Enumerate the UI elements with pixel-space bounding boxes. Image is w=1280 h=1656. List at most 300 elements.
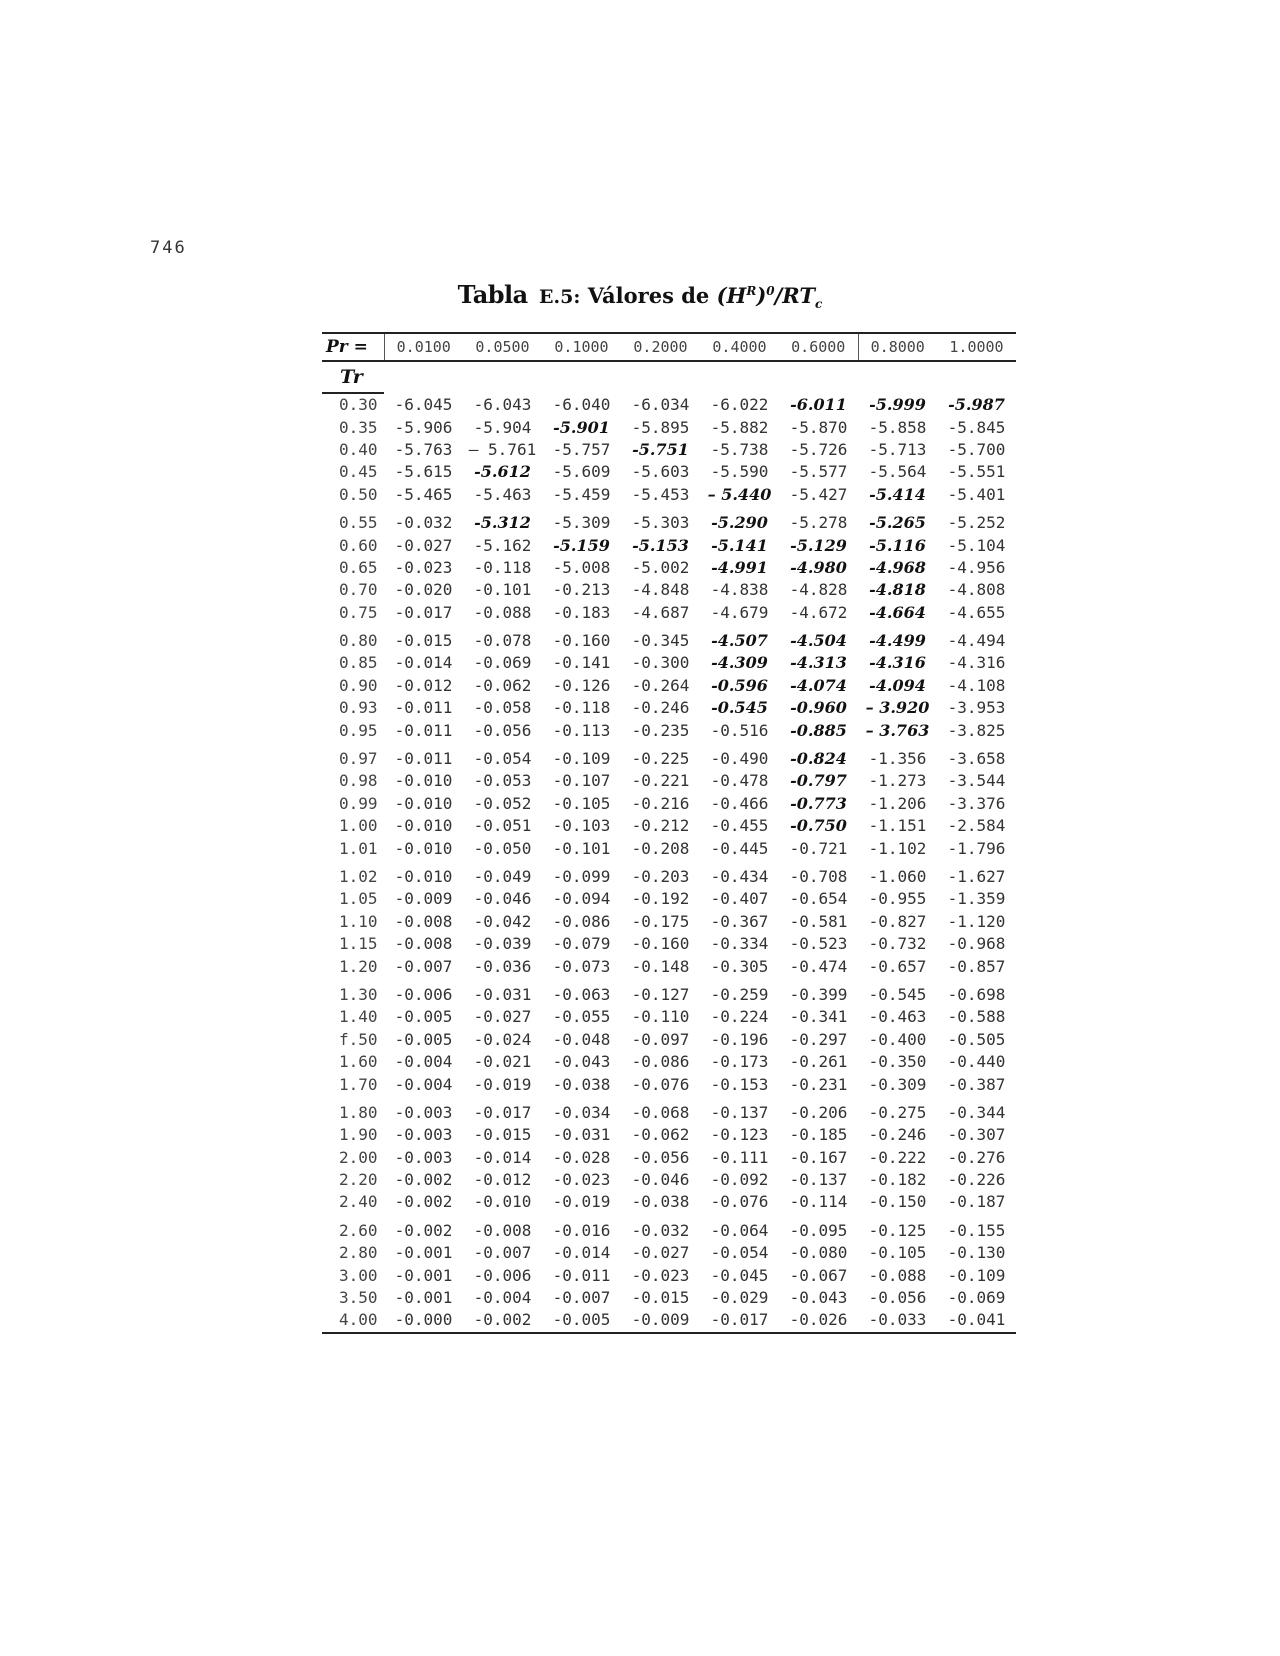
table-cell: -4.507 (711, 631, 768, 651)
table-cell: -0.007 (394, 956, 453, 976)
pressure-header-row (322, 333, 1016, 361)
table-cell: -0.225 (631, 749, 690, 769)
table-cell: -0.231 (789, 1074, 848, 1094)
tr-value: 1.15 (339, 934, 378, 954)
table-row (322, 506, 1016, 534)
table-cell: – 5.440 (707, 484, 772, 504)
table-cell: -1.206 (868, 793, 927, 813)
table-cell: -0.092 (710, 1170, 769, 1190)
table-row (322, 1006, 1016, 1028)
table-cell: -5.845 (947, 417, 1006, 437)
table-cell: -1.273 (868, 771, 927, 791)
table-cell: -0.014 (473, 1147, 532, 1167)
table-cell: -0.175 (631, 911, 690, 931)
table-cell: – 5.761 (468, 439, 537, 459)
table-cell: -5.999 (869, 394, 926, 414)
table-cell: -0.099 (552, 867, 611, 886)
table-cell: -0.006 (473, 1265, 532, 1285)
table-cell: -0.440 (947, 1052, 1006, 1072)
table-cell: -0.007 (552, 1288, 611, 1308)
table-cell: -0.827 (868, 911, 927, 931)
table-cell: -0.173 (710, 1052, 769, 1072)
tr-value: 0.65 (339, 557, 378, 577)
table-row (322, 1287, 1016, 1309)
table-cell: -5.309 (552, 513, 611, 533)
temperature-header-row (322, 361, 1016, 393)
table-cell: -5.008 (552, 557, 611, 577)
title-expr-close: ) (756, 283, 767, 308)
table-row (322, 933, 1016, 955)
table-cell: -6.011 (790, 394, 847, 414)
tr-value: 0.99 (339, 793, 378, 813)
table-row (322, 602, 1016, 624)
table-cell: -0.051 (473, 816, 532, 836)
table-cell: -3.544 (947, 771, 1006, 791)
table-row (322, 461, 1016, 483)
table-cell: -4.309 (711, 653, 768, 673)
table-cell: -0.023 (631, 1265, 690, 1285)
table-cell: -0.097 (631, 1029, 690, 1049)
table-cell: -0.014 (394, 653, 453, 673)
table-cell: -0.118 (473, 557, 532, 577)
table-cell: -0.002 (463, 1309, 542, 1332)
table-cell: -0.137 (710, 1102, 769, 1122)
tr-value: 2.80 (339, 1243, 378, 1263)
table-cell: -5.564 (868, 462, 927, 482)
table-cell: -0.023 (552, 1170, 611, 1190)
table-cell: -5.427 (789, 484, 848, 504)
table-cell: -0.048 (552, 1029, 611, 1049)
table-cell: -1.627 (947, 867, 1006, 886)
table-cell: -5.612 (474, 462, 531, 482)
table-cell: -0.203 (631, 867, 690, 886)
table-cell: -5.116 (869, 535, 926, 555)
tr-value: 3.50 (339, 1288, 378, 1308)
table-cell: -4.848 (631, 580, 690, 600)
table-cell: -4.094 (869, 675, 926, 695)
table-cell: -4.838 (710, 580, 769, 600)
table-row (322, 1191, 1016, 1213)
blank-header-cell (384, 361, 463, 393)
table-cell: -0.009 (621, 1309, 700, 1332)
table-cell: -0.017 (473, 1102, 532, 1122)
table-cell: -0.086 (631, 1052, 690, 1072)
table-cell: -5.904 (473, 417, 532, 437)
table-cell: -1.359 (947, 889, 1006, 909)
table-cell: -5.858 (868, 417, 927, 437)
table-cell: -0.088 (868, 1265, 927, 1285)
tr-value: 1.20 (339, 956, 378, 976)
table-cell: -5.463 (473, 484, 532, 504)
table-cell: -0.137 (789, 1170, 848, 1190)
table-cell: -2.584 (947, 816, 1006, 836)
table-cell: -5.726 (789, 439, 848, 459)
table-cell: -0.010 (473, 1192, 532, 1212)
table-cell: -5.453 (631, 484, 690, 504)
tr-value: 3.00 (339, 1265, 378, 1285)
table-row (322, 1309, 1016, 1332)
table-cell: -4.655 (947, 602, 1006, 622)
table-cell: -5.278 (789, 513, 848, 533)
table-cell: -0.148 (631, 956, 690, 976)
table-cell: -0.017 (700, 1309, 779, 1332)
table-cell: -0.088 (473, 602, 532, 622)
table-cell: -0.107 (552, 771, 611, 791)
tr-value: 2.20 (339, 1170, 378, 1190)
table-cell: -0.212 (631, 816, 690, 836)
table-cell: -4.808 (947, 580, 1006, 600)
table-cell: -0.015 (631, 1288, 690, 1308)
table-cell: -0.150 (868, 1192, 927, 1212)
table-cell: -0.588 (947, 1007, 1006, 1027)
tr-value: 1.90 (339, 1125, 378, 1145)
table-cell: -0.216 (631, 793, 690, 813)
table-cell: -0.094 (552, 889, 611, 909)
table-cell: -5.757 (552, 439, 611, 459)
table-cell: -0.400 (868, 1029, 927, 1049)
table-cell: -4.818 (869, 580, 926, 600)
table-cell: -4.316 (869, 653, 926, 673)
table-cell: -0.046 (473, 889, 532, 909)
tr-value: 0.75 (339, 602, 378, 622)
table-cell: -0.968 (947, 934, 1006, 954)
table-cell: -5.700 (947, 439, 1006, 459)
tr-value: 1.01 (339, 838, 378, 858)
table-cell: -5.159 (553, 535, 610, 555)
table-cell: -0.224 (710, 1007, 769, 1027)
table-cell: -0.114 (789, 1192, 848, 1212)
table-cell: -0.078 (473, 631, 532, 651)
table-cell: -0.596 (711, 675, 768, 695)
table-cell: -0.076 (631, 1074, 690, 1094)
title-text: Válores de (587, 283, 710, 308)
title-expr-sub-c: c (815, 297, 823, 312)
table-cell: -0.221 (631, 771, 690, 791)
table-row (322, 860, 1016, 888)
table-cell: -0.024 (473, 1029, 532, 1049)
table-cell: -0.058 (473, 698, 532, 718)
table-cell: -0.005 (394, 1007, 453, 1027)
table-cell: -0.581 (789, 911, 848, 931)
table-cell: -4.968 (869, 557, 926, 577)
table-cell: -3.376 (947, 793, 1006, 813)
table-cell: -0.052 (473, 793, 532, 813)
table-cell: -0.003 (394, 1147, 453, 1167)
table-cell: -4.980 (790, 557, 847, 577)
table-cell: -0.127 (631, 984, 690, 1004)
table-cell: -0.153 (710, 1074, 769, 1094)
table-cell: -0.011 (552, 1265, 611, 1285)
table-title (0, 280, 1280, 311)
table-cell: -0.341 (789, 1007, 848, 1027)
table-row (322, 579, 1016, 601)
table-row (322, 557, 1016, 579)
table-cell: -0.026 (779, 1309, 858, 1332)
pressure-header-cell: 0.2000 (621, 333, 700, 361)
table-cell: -0.797 (790, 771, 847, 791)
pressure-header-cell: 0.6000 (779, 333, 858, 361)
table-cell: -4.687 (631, 602, 690, 622)
table-cell: -0.032 (394, 513, 453, 533)
table-row (322, 624, 1016, 652)
tr-value: 1.80 (339, 1102, 378, 1122)
table-cell: -0.955 (868, 889, 927, 909)
table-cell: -5.751 (632, 439, 689, 459)
table-cell: -0.130 (947, 1243, 1006, 1263)
table-cell: -0.011 (394, 698, 453, 718)
table-cell: -5.590 (710, 462, 769, 482)
table-cell: -0.750 (790, 816, 847, 836)
table-cell: -0.095 (789, 1220, 848, 1240)
tr-value: 0.30 (339, 395, 378, 415)
table-cell: -5.882 (710, 417, 769, 437)
table-row (322, 1073, 1016, 1095)
table-row (322, 1214, 1016, 1242)
table-cell: -0.028 (552, 1147, 611, 1167)
blank-header-cell (542, 361, 621, 393)
tr-value: 1.30 (339, 984, 378, 1004)
table-row (322, 1029, 1016, 1051)
table-cell: -1.151 (868, 816, 927, 836)
table-cell: -0.001 (394, 1288, 453, 1308)
table-cell: -0.445 (710, 838, 769, 858)
table-cell: -0.407 (710, 889, 769, 909)
table-cell: -0.008 (394, 934, 453, 954)
title-expr-tail: /RT (774, 283, 816, 308)
table-cell: -0.226 (947, 1170, 1006, 1190)
table-cell: -0.015 (473, 1125, 532, 1145)
tr-value: 4.00 (322, 1309, 384, 1332)
table-cell: -0.002 (394, 1170, 453, 1190)
table-cell: -0.046 (631, 1170, 690, 1190)
table-cell: -5.603 (631, 462, 690, 482)
table-cell: -0.029 (710, 1288, 769, 1308)
tr-value: 0.60 (339, 535, 378, 555)
table-cell: -0.300 (631, 653, 690, 673)
table-cell: -0.708 (789, 867, 848, 886)
tr-value: 1.70 (339, 1074, 378, 1094)
table-cell: -6.022 (710, 394, 769, 414)
table-cell: -0.399 (789, 984, 848, 1004)
table-cell: -0.053 (473, 771, 532, 791)
table-cell: -0.008 (473, 1220, 532, 1240)
table-cell: -0.208 (631, 838, 690, 858)
table-cell: -0.031 (473, 984, 532, 1004)
tr-value: 0.95 (339, 720, 378, 740)
table-cell: -0.002 (394, 1192, 453, 1212)
table-cell: -0.387 (947, 1074, 1006, 1094)
table-cell: -4.494 (947, 631, 1006, 651)
table-cell: -0.010 (394, 793, 453, 813)
table-cell: -0.297 (789, 1029, 848, 1049)
tr-value: 1.60 (339, 1052, 378, 1072)
table-cell: -0.490 (710, 749, 769, 769)
table-cell: -0.183 (552, 602, 611, 622)
table-cell: -0.474 (789, 956, 848, 976)
table-cell: -5.153 (632, 535, 689, 555)
table-cell: -0.246 (868, 1125, 927, 1145)
table-cell: -0.466 (710, 793, 769, 813)
table-cell: -0.305 (710, 956, 769, 976)
tr-value: 0.70 (339, 580, 378, 600)
table-cell: -0.009 (394, 889, 453, 909)
tr-value: 0.55 (339, 513, 378, 533)
table-cell: -0.041 (937, 1309, 1016, 1332)
table-cell: -5.265 (869, 513, 926, 533)
table-cell: -0.275 (868, 1102, 927, 1122)
table-cell: -0.017 (394, 602, 453, 622)
table-cell: -0.103 (552, 816, 611, 836)
blank-header-cell (779, 361, 858, 393)
table-cell: -0.079 (552, 934, 611, 954)
pressure-header-cell: 1.0000 (937, 333, 1016, 361)
table-cell: -0.110 (631, 1007, 690, 1027)
table-cell: -0.213 (552, 580, 611, 600)
table-cell: -0.463 (868, 1007, 927, 1027)
table-cell: -0.141 (552, 653, 611, 673)
table-row (322, 1264, 1016, 1286)
table-cell: -0.016 (552, 1220, 611, 1240)
table-row (322, 1124, 1016, 1146)
table-cell: -0.222 (868, 1147, 927, 1167)
table-cell: -4.108 (947, 675, 1006, 695)
table-cell: -0.010 (394, 816, 453, 836)
pressure-header-cell: 0.0500 (463, 333, 542, 361)
table-cell: -0.031 (552, 1125, 611, 1145)
table-cell: -0.235 (631, 720, 690, 740)
table-cell: -0.043 (789, 1288, 848, 1308)
table-cell: -0.182 (868, 1170, 927, 1190)
table-cell: -0.246 (631, 698, 690, 718)
table-cell: -0.101 (473, 580, 532, 600)
table-cell: -0.334 (710, 934, 769, 954)
table-cell: -0.056 (473, 720, 532, 740)
table-cell: -0.105 (868, 1243, 927, 1263)
table-cell: -5.906 (394, 417, 453, 437)
table-cell: -0.056 (631, 1147, 690, 1167)
table-cell: -0.003 (394, 1102, 453, 1122)
table-cell: -0.732 (868, 934, 927, 954)
table-cell: -0.160 (631, 934, 690, 954)
table-cell: -5.290 (711, 513, 768, 533)
table-cell: -0.054 (473, 749, 532, 769)
blank-header-cell (700, 361, 779, 393)
table-cell: -0.001 (394, 1243, 453, 1263)
table-cell: -0.080 (789, 1243, 848, 1263)
title-word: Tabla (457, 280, 528, 309)
table-cell: -0.064 (710, 1220, 769, 1240)
table-cell: -0.014 (552, 1243, 611, 1263)
table-cell: -5.002 (631, 557, 690, 577)
table-cell: -0.773 (790, 793, 847, 813)
table-cell: -4.991 (711, 557, 768, 577)
table-cell: -0.545 (868, 984, 927, 1004)
pressure-header-cell: 0.8000 (858, 333, 937, 361)
table-cell: -0.004 (473, 1288, 532, 1308)
tr-value: 0.50 (339, 484, 378, 504)
table-cell: -4.499 (869, 631, 926, 651)
table-cell: -0.004 (394, 1074, 453, 1094)
table-cell: – 3.920 (865, 698, 930, 718)
table-cell: -5.713 (868, 439, 927, 459)
table-row (322, 719, 1016, 741)
tr-value: 2.00 (339, 1147, 378, 1167)
blank-header-cell (463, 361, 542, 393)
table-cell: -0.027 (394, 535, 453, 555)
table-cell: -1.356 (868, 749, 927, 769)
table-cell: -0.034 (552, 1102, 611, 1122)
title-expr-sup-0: 0 (766, 284, 775, 298)
table-cell: -5.615 (394, 462, 453, 482)
table-cell: -5.162 (473, 535, 532, 555)
pressure-header-cell: 0.4000 (700, 333, 779, 361)
pressure-header-cell: 0.0100 (384, 333, 463, 361)
table-cell: -1.796 (947, 838, 1006, 858)
tr-value: 0.97 (339, 749, 378, 769)
residual-enthalpy-table (322, 332, 1016, 1334)
table-cell: -5.252 (947, 513, 1006, 533)
table-cell: -0.125 (868, 1220, 927, 1240)
table-cell: -0.010 (394, 838, 453, 858)
table-cell: -0.344 (947, 1102, 1006, 1122)
table-cell: -4.313 (790, 653, 847, 673)
table-cell: -0.063 (552, 984, 611, 1004)
table-cell: -0.885 (790, 720, 847, 740)
table-cell: -0.043 (552, 1052, 611, 1072)
tr-label: Tr (322, 361, 384, 393)
table-row (322, 697, 1016, 719)
table-cell: -0.307 (947, 1125, 1006, 1145)
table-cell: -0.069 (473, 653, 532, 673)
table-cell: -3.953 (947, 698, 1006, 718)
table-cell: -1.102 (868, 838, 927, 858)
table-cell: -0.434 (710, 867, 769, 886)
table-row (322, 793, 1016, 815)
table-cell: -0.160 (552, 631, 611, 651)
table-cell: -0.111 (710, 1147, 769, 1167)
table-row (322, 652, 1016, 674)
tr-value: 2.40 (339, 1192, 378, 1212)
table-cell: -0.005 (394, 1029, 453, 1049)
table-cell: -5.414 (869, 484, 926, 504)
table-cell: -0.003 (394, 1125, 453, 1145)
table-cell: -0.259 (710, 984, 769, 1004)
table-cell: -0.113 (552, 720, 611, 740)
tr-value: 0.35 (339, 417, 378, 437)
tr-value: 2.60 (339, 1220, 378, 1240)
table-cell: -0.038 (552, 1074, 611, 1094)
tr-value: 0.90 (339, 675, 378, 695)
table-cell: -5.577 (789, 462, 848, 482)
table-cell: -0.086 (552, 911, 611, 931)
table-cell: -0.027 (631, 1243, 690, 1263)
tr-value: 1.40 (339, 1007, 378, 1027)
tr-value: 1.05 (339, 889, 378, 909)
table-cell: -0.654 (789, 889, 848, 909)
table-cell: -0.505 (947, 1029, 1006, 1049)
table-cell: -0.008 (394, 911, 453, 931)
blank-header-cell (937, 361, 1016, 393)
tr-value: 0.45 (339, 462, 378, 482)
tr-value: 0.93 (339, 698, 378, 718)
table-cell: -0.050 (473, 838, 532, 858)
table-cell: -0.039 (473, 934, 532, 954)
table-cell: -4.672 (789, 602, 848, 622)
table-cell: -0.367 (710, 911, 769, 931)
table-cell: -1.060 (868, 867, 927, 886)
table-cell: -0.545 (711, 698, 768, 718)
table-cell: -0.350 (868, 1052, 927, 1072)
